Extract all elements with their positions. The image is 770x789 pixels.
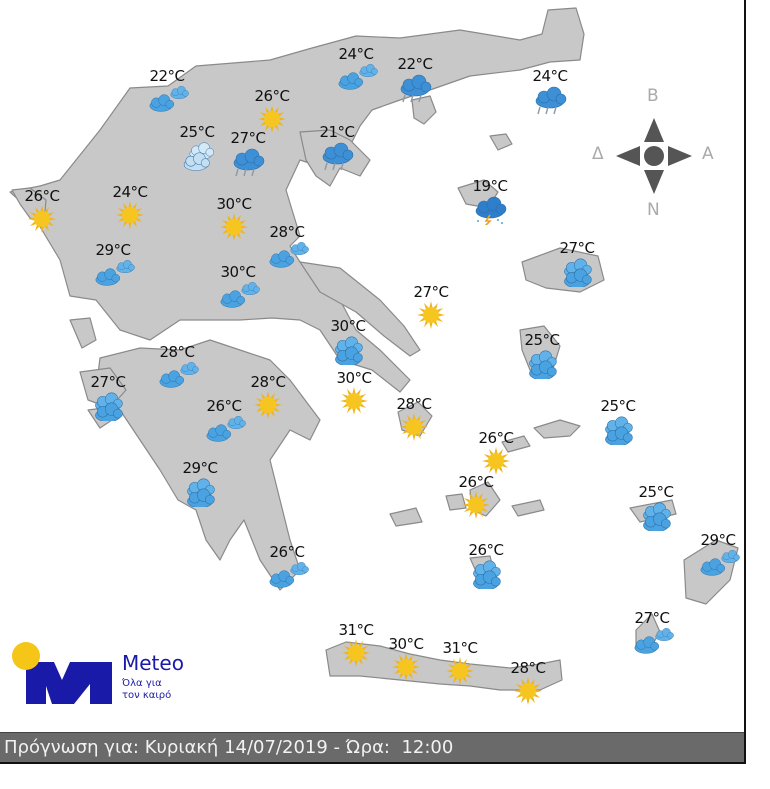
forecast-location (324, 46, 388, 93)
logo-tagline-2: τον καιρό (122, 690, 172, 701)
logo-tagline-1: Όλα για (122, 678, 162, 689)
temperature-label: 27°C (634, 609, 670, 627)
forecast-location (255, 544, 319, 591)
forecast-location (316, 318, 380, 365)
compass-west-label: Δ (592, 144, 604, 164)
temperature-label: 30°C (220, 263, 256, 281)
temperature-label: 31°C (442, 639, 478, 657)
temperature-label: 21°C (319, 123, 355, 141)
partly-cloudy-icon (696, 549, 740, 579)
sun-icon (438, 657, 482, 687)
temperature-label: 29°C (700, 531, 736, 549)
temperature-label: 26°C (269, 543, 305, 561)
compass-arrows-icon (598, 86, 710, 216)
temperature-label: 19°C (472, 177, 508, 195)
forecast-location (620, 610, 684, 657)
temperature-label: 25°C (179, 123, 215, 141)
temperature-label: 24°C (532, 67, 568, 85)
meteo-logo (10, 642, 184, 710)
temperature-label: 25°C (524, 331, 560, 349)
temperature-label: 22°C (149, 67, 185, 85)
rain-cloud-icon (226, 147, 270, 177)
partly-cloudy-icon (91, 259, 135, 289)
partly-cloudy-icon (630, 627, 674, 657)
forecast-location (510, 332, 574, 379)
forecast-location (10, 188, 74, 235)
cloudy-icon (520, 349, 564, 379)
cloudy-icon (464, 559, 508, 589)
forecast-separator: - (333, 737, 341, 758)
temperature-label: 28°C (510, 659, 546, 677)
lefkada (70, 318, 96, 348)
forecast-location (145, 344, 209, 391)
forecast-location (240, 88, 304, 135)
sun-icon (409, 301, 453, 331)
cloudy-icon (326, 335, 370, 365)
compass-north-label: B (647, 86, 659, 106)
temperature-label: 29°C (182, 459, 218, 477)
amorgos (512, 500, 544, 516)
temperature-label: 22°C (397, 55, 433, 73)
temperature-label: 25°C (600, 397, 636, 415)
forecast-location (382, 396, 446, 443)
forecast-location (81, 242, 145, 289)
temperature-label: 30°C (216, 195, 252, 213)
temperature-label: 27°C (230, 129, 266, 147)
temperature-label: 30°C (336, 369, 372, 387)
forecast-time-label: Ώρα: (345, 737, 390, 758)
sun-icon (384, 653, 428, 683)
sun-icon (108, 201, 152, 231)
overcast-cloud-icon (175, 141, 219, 171)
forecast-time: 12:00 (401, 737, 454, 758)
samothraki (490, 134, 512, 150)
forecast-status-bar (0, 732, 744, 762)
temperature-label: 31°C (338, 621, 374, 639)
forecast-location (322, 370, 386, 417)
partly-cloudy-icon (202, 415, 246, 445)
partly-cloudy-icon (155, 361, 199, 391)
sun-icon (334, 639, 378, 669)
forecast-location (454, 542, 518, 589)
cloudy-icon (86, 391, 130, 421)
partly-cloudy-icon (265, 241, 309, 271)
rain-cloud-icon (315, 141, 359, 171)
partly-cloudy-icon (216, 281, 260, 311)
sun-icon (506, 677, 550, 707)
forecast-label: Πρόγνωση για: (4, 737, 139, 758)
temperature-label: 30°C (388, 635, 424, 653)
temperature-label: 26°C (468, 541, 504, 559)
compass-rose (592, 86, 714, 220)
meteo-m-mark-icon (10, 642, 118, 706)
forecast-location (518, 68, 582, 115)
temperature-label: 26°C (254, 87, 290, 105)
forecast-location (444, 474, 508, 521)
sun-icon (212, 213, 256, 243)
temperature-label: 24°C (338, 45, 374, 63)
milos (390, 508, 422, 526)
sun-icon (392, 413, 436, 443)
temperature-label: 28°C (396, 395, 432, 413)
temperature-label: 27°C (559, 239, 595, 257)
partly-cloudy-icon (145, 85, 189, 115)
forecast-day: Κυριακή (144, 737, 219, 758)
temperature-label: 24°C (112, 183, 148, 201)
sun-icon (454, 491, 498, 521)
temperature-label: 26°C (478, 429, 514, 447)
temperature-label: 26°C (24, 187, 60, 205)
rain-cloud-icon (393, 73, 437, 103)
temperature-label: 25°C (638, 483, 674, 501)
forecast-location (383, 56, 447, 103)
cloudy-icon (178, 477, 222, 507)
forecast-location (206, 264, 270, 311)
sun-icon (20, 205, 64, 235)
temperature-label: 28°C (269, 223, 305, 241)
forecast-location (686, 532, 750, 579)
forecast-location (192, 398, 256, 445)
partly-cloudy-icon (265, 561, 309, 591)
temperature-label: 26°C (458, 473, 494, 491)
temperature-label: 28°C (250, 373, 286, 391)
cloudy-icon (634, 501, 678, 531)
forecast-date: 14/07/2019 (224, 737, 328, 758)
forecast-location (168, 460, 232, 507)
forecast-location (76, 374, 140, 421)
forecast-location (98, 184, 162, 231)
forecast-location (458, 178, 522, 225)
temperature-label: 27°C (90, 373, 126, 391)
logo-brand: Meteo (122, 651, 184, 675)
compass-east-label: A (702, 144, 714, 164)
temperature-label: 28°C (159, 343, 195, 361)
forecast-location (545, 240, 609, 287)
sun-icon (332, 387, 376, 417)
forecast-location (496, 660, 560, 707)
temperature-label: 29°C (95, 241, 131, 259)
samos (534, 420, 580, 438)
cloudy-icon (555, 257, 599, 287)
forecast-location (305, 124, 369, 171)
compass-south-label: N (647, 200, 660, 220)
forecast-location (586, 398, 650, 445)
forecast-location (216, 130, 280, 177)
thunderstorm-icon (468, 195, 512, 225)
forecast-location (399, 284, 463, 331)
temperature-label: 26°C (206, 397, 242, 415)
temperature-label: 30°C (330, 317, 366, 335)
forecast-location (428, 640, 492, 687)
forecast-location (464, 430, 528, 477)
cloudy-icon (596, 415, 640, 445)
forecast-location (135, 68, 199, 115)
partly-cloudy-icon (334, 63, 378, 93)
forecast-location (624, 484, 688, 531)
temperature-label: 27°C (413, 283, 449, 301)
rain-cloud-icon (528, 85, 572, 115)
